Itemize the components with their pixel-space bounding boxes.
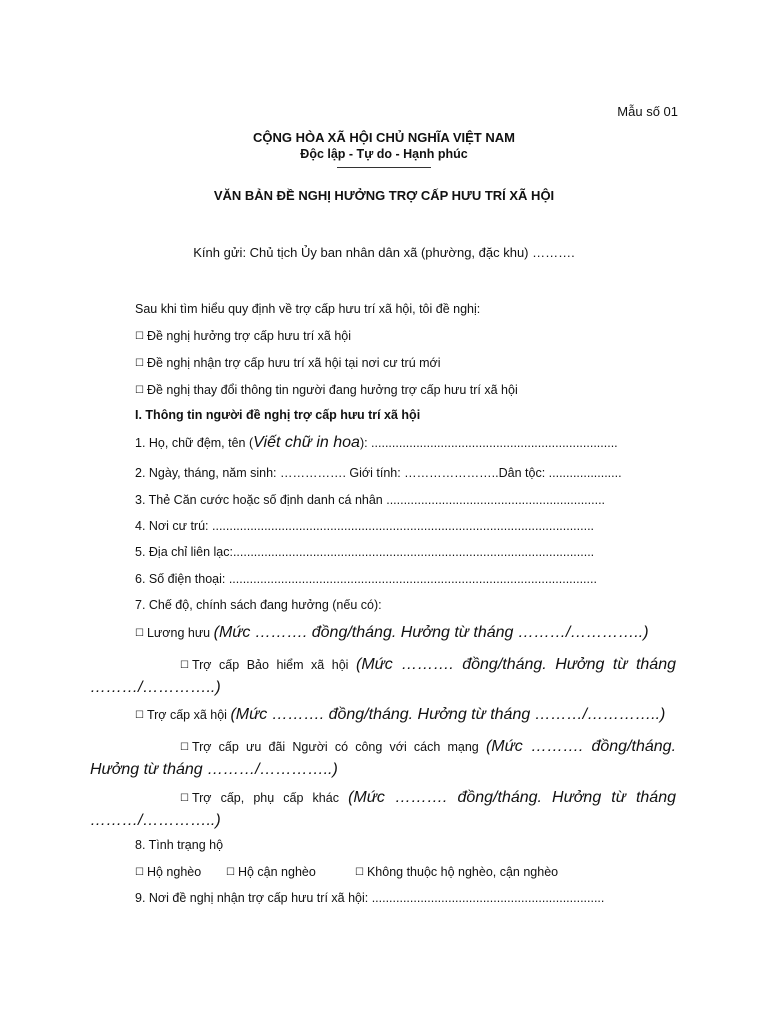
form-code: Mẫu số 01: [617, 104, 678, 119]
household-option-poor[interactable]: [135, 865, 226, 879]
checkbox-icon[interactable]: ☐: [135, 385, 144, 396]
benefit-label: Trợ cấp, phụ cấp khác: [191, 791, 339, 805]
field-phone[interactable]: 6. Số điện thoại: ..........................................................................................................: [135, 572, 597, 586]
checkbox-icon[interactable]: ☐: [226, 867, 235, 878]
benefit-detail[interactable]: (Mức ………. đồng/tháng. Hưởng từ tháng ………/…………..): [230, 706, 666, 723]
checkbox-icon[interactable]: ☐: [135, 358, 144, 369]
field-id-card[interactable]: 3. Thẻ Căn cước hoặc số định danh cá nhân ...............................................................: [135, 493, 606, 507]
field-hint: Viết chữ in hoa: [253, 434, 360, 451]
checkbox-icon[interactable]: ☐: [135, 331, 144, 342]
field-current-benefits: 7. Chế độ, chính sách đang hưởng (nếu có):: [135, 598, 382, 612]
benefit-option-social-insurance[interactable]: [90, 654, 676, 699]
request-option-label: Đề nghị nhận trợ cấp hưu trí xã hội tại nơi cư trú mới: [146, 356, 441, 370]
checkbox-icon[interactable]: ☐: [135, 867, 144, 878]
benefit-option-merit[interactable]: [90, 736, 676, 781]
request-option-1[interactable]: [135, 329, 351, 343]
benefit-option-other[interactable]: [90, 787, 676, 832]
benefit-detail[interactable]: (Mức ………. đồng/tháng. Hưởng từ tháng ………/…………..): [90, 738, 677, 778]
section-heading-text: I. Thông tin người đề nghị trợ cấp hưu trí xã hội: [135, 408, 421, 422]
benefit-label: Lương hưu: [146, 626, 211, 640]
benefit-option-social-allowance[interactable]: [135, 706, 665, 724]
national-motto: Độc lập - Tự do - Hạnh phúc: [300, 147, 468, 161]
field-full-name[interactable]: [135, 434, 618, 452]
checkbox-icon[interactable]: ☐: [180, 793, 189, 804]
checkbox-icon[interactable]: ☐: [355, 867, 364, 878]
benefit-label: Trợ cấp Bảo hiểm xã hội: [191, 658, 349, 672]
field-residence[interactable]: 4. Nơi cư trú: ..............................................................................................................: [135, 519, 595, 533]
benefit-detail[interactable]: (Mức ………. đồng/tháng. Hưởng từ tháng ………/…………..): [90, 656, 677, 696]
field-label: 1. Họ, chữ đệm, tên (: [135, 436, 254, 450]
checkbox-icon[interactable]: ☐: [180, 660, 189, 671]
checkbox-icon[interactable]: ☐: [135, 710, 144, 721]
checkbox-icon[interactable]: ☐: [180, 742, 189, 753]
household-option-label: Hộ nghèo: [146, 865, 202, 879]
benefit-label: Trợ cấp ưu đãi Người có công với cách mạng: [191, 740, 479, 754]
section-heading: [135, 408, 420, 422]
field-contact-address[interactable]: 5. Địa chỉ liên lạc:........................................................................................................: [135, 545, 595, 559]
household-option-label: Hộ cận nghèo: [237, 865, 316, 879]
motto-underline: [337, 167, 431, 168]
household-options: [135, 865, 558, 879]
document-title: VĂN BẢN ĐỀ NGHỊ HƯỞNG TRỢ CẤP HƯU TRÍ XÃ HỘI: [213, 188, 555, 203]
household-option-not-poor[interactable]: [355, 865, 558, 879]
national-title: CỘNG HÒA XÃ HỘI CHỦ NGHĨA VIỆT NAM: [253, 130, 515, 145]
field-blank[interactable]: ): .......................................................................: [359, 436, 618, 450]
benefit-detail[interactable]: (Mức ………. đồng/tháng. Hưởng từ tháng ………/…………..): [90, 789, 676, 829]
request-option-3[interactable]: [135, 383, 518, 397]
household-option-label: Không thuộc hộ nghèo, cận nghèo: [366, 865, 559, 879]
field-birth-gender-ethnicity[interactable]: 2. Ngày, tháng, năm sinh: ……………. Giới tính: …………………..Dân tộc: .....................: [135, 466, 622, 480]
request-option-2[interactable]: [135, 356, 441, 370]
field-payment-location[interactable]: 9. Nơi đề nghị nhận trợ cấp hưu trí xã hội: ...................................................................: [135, 891, 605, 905]
field-household-status: 8. Tình trạng hộ: [135, 838, 224, 852]
intro-text: Sau khi tìm hiểu quy định về trợ cấp hưu trí xã hội, tôi đề nghị:: [135, 302, 481, 316]
request-option-label: Đề nghị hưởng trợ cấp hưu trí xã hội: [146, 329, 352, 343]
recipient-line: Kính gửi: Chủ tịch Ủy ban nhân dân xã (phường, đặc khu) ……….: [193, 245, 575, 260]
benefit-detail[interactable]: (Mức ………. đồng/tháng. Hưởng từ tháng ………/…………..): [213, 624, 649, 641]
request-option-label: Đề nghị thay đổi thông tin người đang hưởng trợ cấp hưu trí xã hội: [146, 383, 518, 397]
checkbox-icon[interactable]: ☐: [135, 628, 144, 639]
household-option-near-poor[interactable]: [226, 865, 355, 879]
benefit-option-pension[interactable]: [135, 624, 649, 642]
benefit-label: Trợ cấp xã hội: [146, 708, 227, 722]
